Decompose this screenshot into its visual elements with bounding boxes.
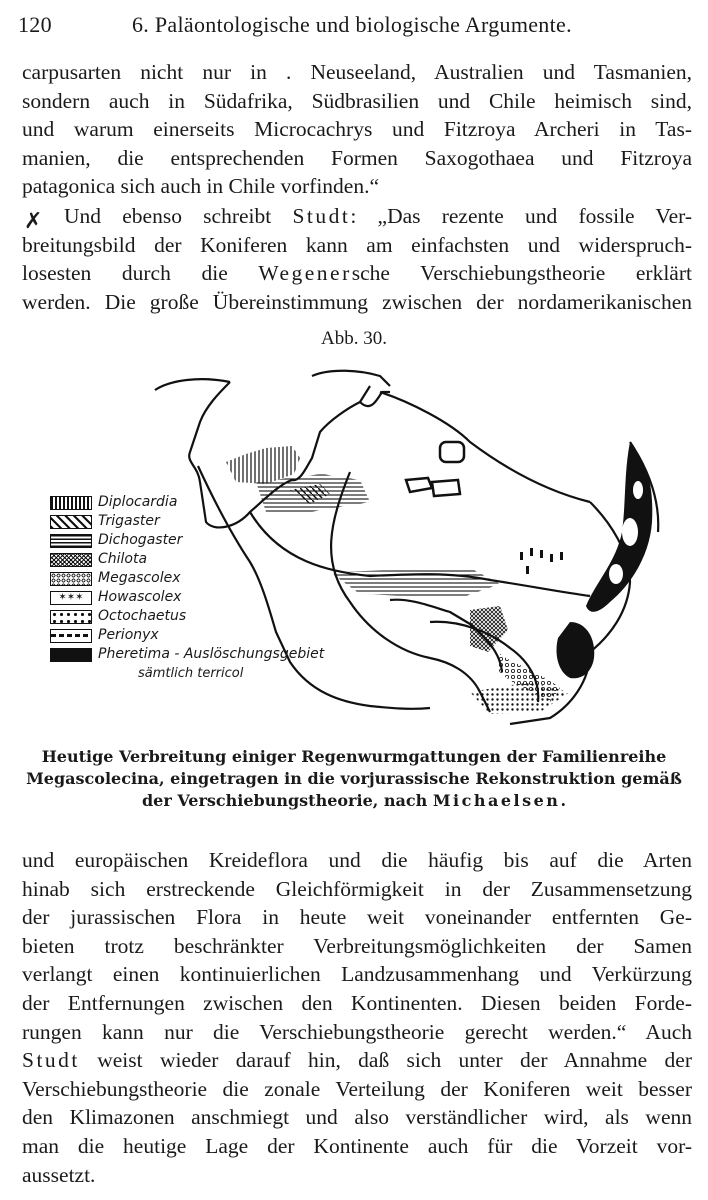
caption-line: Heutige Verbreitung einiger Regenwurmgattungen der Familienreihe — [41, 747, 667, 766]
dashes-pattern-icon — [50, 629, 92, 643]
paragraph-line: der jurassischen Flora in heute weit voneinander entfernten Ge- — [22, 905, 692, 930]
pencil-mark-icon: ✗ — [24, 208, 43, 233]
legend-item — [50, 551, 330, 569]
paragraph-line: aussetzt. — [22, 1162, 96, 1187]
paragraph-line: und europäischen Kreideflora und die häufig bis auf die Arten — [22, 848, 692, 872]
author-name: Studt — [292, 204, 351, 228]
caption-line: Megascolecina, eingetragen in die vorjurassische Rekonstruktion gemäß — [26, 769, 682, 788]
legend-label: Pheretima - Auslöschungsgebiet — [98, 646, 325, 662]
page-number: 120 — [18, 12, 52, 37]
dots-pattern-icon — [50, 610, 92, 624]
paragraph-line — [22, 259, 692, 288]
figure-caption — [20, 746, 688, 812]
crosshatch-pattern-icon — [50, 553, 92, 567]
paragraph-line: rungen kann nur die Verschiebungstheorie gerecht werden.“ Auch — [22, 1019, 692, 1044]
text-run: sche Verschiebungstheorie erklärt — [351, 261, 692, 286]
vertical-lines-pattern-icon — [50, 496, 92, 510]
paragraph-line — [22, 202, 692, 231]
text-run: weist wieder darauf hin, daß sich unter der Annahme der — [79, 1048, 692, 1073]
text-run: der Verschiebungstheorie, nach — [141, 791, 433, 810]
legend-item — [50, 570, 330, 588]
author-name: Michaelsen — [432, 791, 561, 810]
paragraph-line: breitungsbild der Koniferen kann am einfachsten und widerspruch- — [22, 232, 692, 257]
legend-label: Trigaster — [98, 513, 160, 529]
legend-label: Megascolex — [98, 570, 181, 586]
paragraph-line: den Klimazonen anschmiegt und also verständlicher wird, als wenn — [22, 1105, 692, 1130]
stars-pattern-icon: ✶✶✶ — [50, 591, 92, 605]
legend-note: sämtlich terricol — [138, 666, 244, 681]
legend-item — [50, 589, 330, 607]
text-run: Und ebenso schreibt — [64, 204, 293, 228]
paragraph-line: sondern auch in Südafrika, Südbrasilien und Chile heimisch sind, — [22, 88, 692, 113]
figure-label: Abb. 30. — [321, 328, 387, 349]
legend-item — [50, 627, 330, 645]
legend-label: Dichogaster — [98, 532, 183, 548]
paragraph-line: manien, die entsprechenden Formen Saxogothaea und Fitzroya — [22, 145, 692, 170]
paragraph-line: man die heutige Lage der Kontinente auch für die Vorzeit vor- — [22, 1133, 692, 1158]
paragraph-line — [22, 1046, 692, 1075]
horizontal-lines-pattern-icon — [50, 534, 92, 548]
legend-item — [50, 532, 330, 550]
legend-label: Diplocardia — [98, 494, 178, 510]
text-run: . — [560, 791, 567, 810]
text-run: : „Das rezente und fossile Ver- — [350, 204, 692, 228]
diagonal-lines-pattern-icon — [50, 515, 92, 529]
paragraph-3 — [22, 846, 692, 1189]
paragraph-1 — [22, 58, 692, 201]
text-run: losesten durch die — [22, 261, 259, 286]
legend-label: Perionyx — [98, 627, 159, 643]
page-header — [18, 8, 690, 40]
legend-item — [50, 513, 330, 531]
paragraph-line: bieten trotz beschränkter Verbreitungsmöglichkeiten der Samen — [22, 933, 692, 958]
author-name: Studt — [22, 1048, 80, 1073]
paragraph-line: verlangt einen kontinuierlichen Landzusammenhang und Verkürzung — [22, 962, 692, 987]
running-head: 6. Paläontologische und biologische Argumente. — [132, 12, 572, 37]
paragraph-2 — [22, 202, 692, 316]
legend-item — [50, 646, 330, 664]
paragraph-line: werden. Die große Übereinstimmung zwischen der nordamerikanischen — [22, 289, 692, 314]
solid-black-pattern-icon — [50, 648, 92, 662]
legend-label: Octochaetus — [98, 608, 187, 624]
legend-item — [50, 608, 330, 626]
legend-label: Howascolex — [98, 589, 182, 605]
author-name: Wegener — [258, 261, 352, 286]
paragraph-line: carpusarten nicht nur in . Neuseeland, Australien und Tasmanien, — [22, 60, 692, 84]
small-circles-pattern-icon — [50, 572, 92, 586]
paragraph-line: Verschiebungstheorie die zonale Verteilung der Koniferen weit besser — [22, 1076, 692, 1101]
paragraph-line: hinab sich erstreckende Gleichförmigkeit in der Zusammensetzung — [22, 876, 692, 901]
paragraph-line: der Entfernungen zwischen den Kontinenten. Diesen beiden Forde- — [22, 990, 692, 1015]
caption-line — [20, 790, 688, 812]
paragraph-line: patagonica sich auch in Chile vorfinden.“ — [22, 174, 380, 199]
paragraph-line: und warum einerseits Microcachrys und Fitzroya Archeri in Tas- — [22, 117, 692, 142]
legend-item — [50, 494, 330, 512]
legend-label: Chilota — [98, 551, 148, 567]
